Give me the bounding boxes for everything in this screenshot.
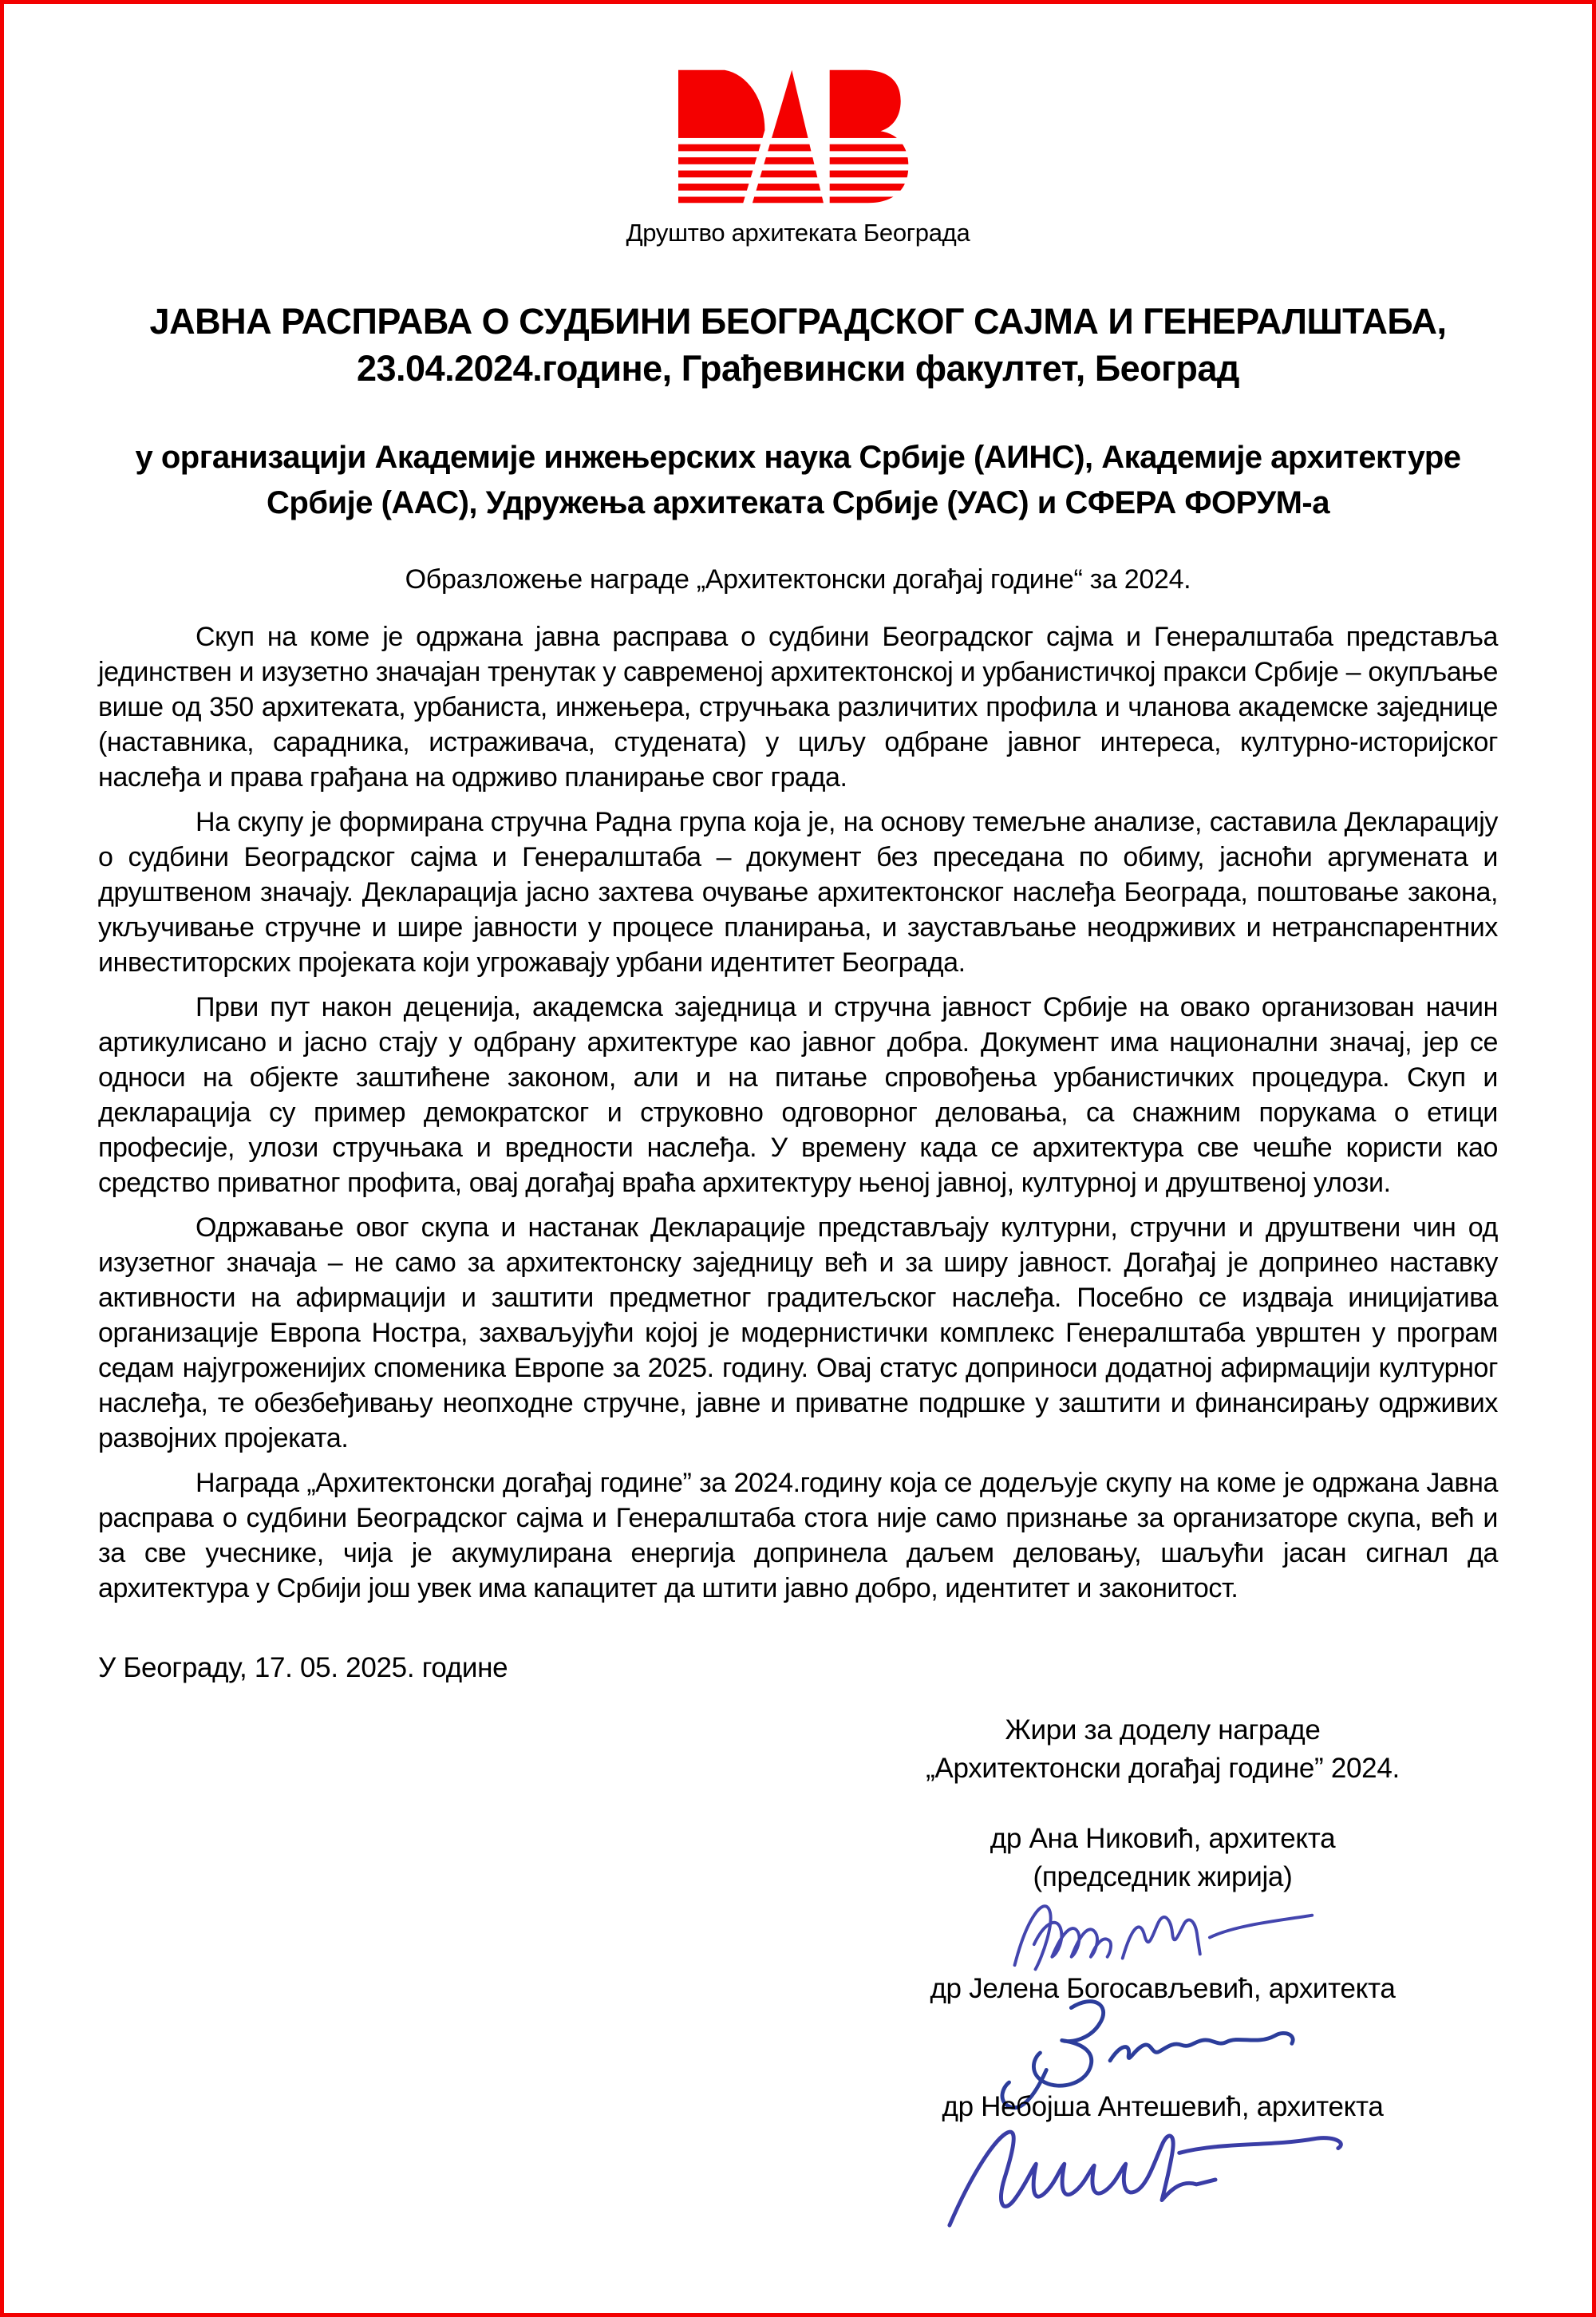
jury-member-name: др Јелена Богосављевић, архитекта <box>930 1973 1396 2005</box>
logo-header <box>98 68 1498 247</box>
dab-logo <box>678 68 918 205</box>
title-line-1: ЈАВНА РАСПРАВА О СУДБИНИ БЕОГРАДСКОГ САЈМА И ГЕНЕРАЛШТАБА, <box>149 301 1447 342</box>
jury-member-role: (председник жирија) <box>1033 1861 1293 1893</box>
date-place: У Београду, 17. 05. 2025. године <box>98 1651 508 1683</box>
signature-ana-nikovic-image <box>983 1893 1342 1976</box>
jury-heading: Жири за доделу награде <box>1005 1714 1321 1746</box>
award-note: Образложење награде „Архитектонски догађај године“ за 2024. <box>405 563 1191 595</box>
organizers-line: у организацији Академије инжењерских наука Србије (АИНС), Академије архитектуре Србије (ААС), Удружења архитеката Србије (УАС) и СФЕРА ФОРУМ-а <box>135 440 1461 520</box>
signature-nebojsa-antesevic-image <box>937 2121 1389 2232</box>
jury-block <box>828 1711 1498 2232</box>
body-paragraph: Одржавање овог скупа и настанак Декларације представљају културни, стручни и друштвени чин од изузетног значаја – не само за архитектонску заједницу већ и за ширу јавност. Догађај је допринео наставку активности на афирмацији и заштити предметног градитељског наслеђа. Посебно се издваја иницијатива организације Европа Ностра, захваљујући којој је модернистички комплекс Генералштаба уврштен у програм седам најугроженијих споменика Европе за 2025. годину. Овај статус доприноси додатној афирмацији културног наслеђа, те обезбеђивању неопходне стручне, јавне и приватне подршке у заштити и финансирању одрживих развојних пројеката. <box>98 1212 1498 1453</box>
document-body <box>98 619 1498 1606</box>
document-title <box>98 299 1498 392</box>
jury-award-line: „Архитектонски догађај године” 2024. <box>926 1752 1400 1784</box>
body-paragraph: Први пут након деценија, академска заједница и стручна јавност Србије на овако организован начин артикулисано и јасно стају у одбрану архитектуре као јавног добра. Документ има национални значај, јер се односи на објекте заштићене законом, али и на питање спровођења урбанистичких процедура. Скуп и декларација су пример демократског и струковно одговорног деловања, са снажним порукама о етици професије, улози стручњака и вредности наслеђа. У времену када се архитектура све чешће користи као средство приватног профита, овај догађај враћа архитектуру њеној јавној, културној и друштвеној улози. <box>98 991 1498 1198</box>
body-paragraph: Награда „Архитектонски догађај године” за 2024.годину која се додељује скупу на коме је одржана Јавна расправа о судбини Београдског сајма и Генералштаба стога није само признање за организаторе скупа, већ и за све учеснике, чија је акумулирана енергија допринела даљем деловању, шаљући јасан сигнал да архитектура у Србији још увек има капацитет да штити јавно добро, идентитет и законитост. <box>98 1467 1498 1603</box>
body-paragraph: Скуп на коме је одржана јавна расправа о судбини Београдског сајма и Генералштаба представља јединствен и изузетно значајан тренутак у савременој архитектонској и урбанистичкој пракси Србије – окупљање више од 350 архитеката, урбаниста, инжењера, стручњака различитих профила и чланова академске заједнице (наставника, сарадника, истраживача, студената) у циљу одбране јавног интереса, културно-историјског наслеђа и права грађана на одрживо планирање свог града. <box>98 621 1498 793</box>
title-line-2: 23.04.2024.године, Грађевински факултет, Београд <box>356 347 1239 389</box>
body-paragraph: На скупу је формирана стручна Радна група која је, на основу темељне анализе, саставила Декларацију о судбини Београдског сајма и Генералштаба – документ без преседана по обиму, јасноћи аргумената и друштвеном значају. Декларација јасно захтева очување архитектонског наслеђа Београда, поштовање закона, укључивање стручне и шире јавности у процесе планирања, и заустављање неодрживих и нетранспарентних инвеститорских пројеката који угрожавају урбани идентитет Београда. <box>98 806 1498 978</box>
jury-member-name: др Ана Никовић, архитекта <box>990 1823 1336 1855</box>
logo-caption: Друштво архитеката Београда <box>626 219 970 247</box>
jury-member-name: др Небојша Антешевић, архитекта <box>942 2091 1384 2123</box>
